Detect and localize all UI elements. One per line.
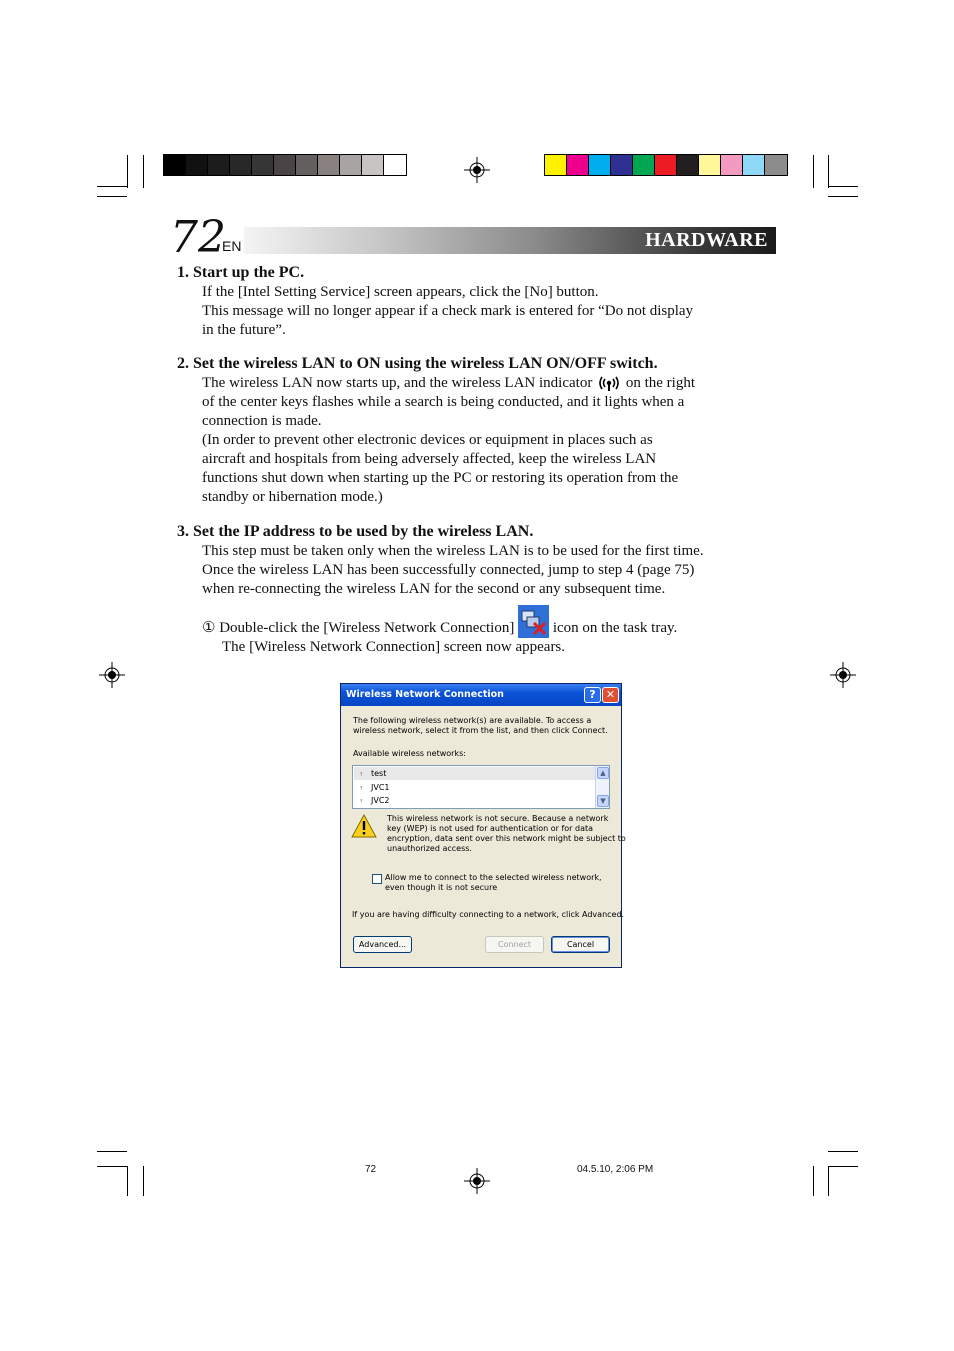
text-line: functions shut down when starting up the PC or restoring its operation from the [202, 470, 679, 486]
color-swatch [252, 155, 274, 175]
color-swatch [340, 155, 362, 175]
color-swatch [699, 155, 721, 175]
text-line: This message will no longer appear if a check mark is entered for “Do not display [202, 303, 694, 319]
footer-timestamp: 04.5.10, 2:06 PM [577, 1164, 654, 1175]
color-swatch [765, 155, 787, 175]
color-swatch [296, 155, 318, 175]
text-line: when re-connecting the wireless LAN for the second or any subsequent time. [202, 581, 666, 597]
color-swatch [164, 155, 186, 175]
available-networks-label: Available wireless networks: [353, 749, 466, 758]
help-button[interactable]: ? [584, 687, 601, 703]
color-swatch [318, 155, 340, 175]
step-1-body [202, 283, 693, 340]
color-swatch [567, 155, 589, 175]
scroll-down-icon[interactable]: ▼ [597, 795, 609, 807]
text-line: Allow me to connect to the selected wireless network, [385, 873, 602, 882]
step-3-title: 3. Set the IP address to be used by the wireless LAN. [177, 523, 534, 540]
footer-page-number: 72 [365, 1164, 377, 1175]
allow-insecure-label[interactable] [385, 873, 602, 893]
text-line: If the [Intel Setting Service] screen appears, click the [No] button. [202, 284, 599, 300]
color-swatch [186, 155, 208, 175]
text-line: This step must be taken only when the wireless LAN is to be used for the first time. [202, 543, 704, 559]
color-swatch [230, 155, 252, 175]
color-swatch [677, 155, 699, 175]
antenna-icon: ꜝ [360, 785, 363, 794]
network-item[interactable] [354, 794, 596, 807]
color-swatch [208, 155, 230, 175]
text-line [202, 619, 677, 638]
text-line: aircraft and hospitals from being adversely affected, keep the wireless LAN [202, 451, 657, 467]
registration-mark-icon [464, 157, 490, 183]
antenna-icon: ꜝ [360, 771, 363, 780]
allow-insecure-checkbox[interactable] [372, 874, 382, 884]
step-2-title: 2. Set the wireless LAN to ON using the wireless LAN ON/OFF switch. [177, 355, 658, 372]
color-swatch [743, 155, 765, 175]
text-line: Once the wireless LAN has been successfully connected, jump to step 4 (page 75) [202, 562, 695, 578]
advanced-button[interactable]: Advanced... [353, 936, 412, 953]
step-2-body [202, 374, 695, 507]
text-line: of the center keys flashes while a search is being conducted, and it lights when a [202, 394, 685, 410]
text-line: standby or hibernation mode.) [202, 489, 383, 505]
color-swatch [721, 155, 743, 175]
text-fragment: The wireless LAN now starts up, and the wireless LAN indicator [202, 375, 593, 391]
language-code: EN [222, 238, 242, 254]
text-fragment: icon on the task tray. [552, 620, 678, 636]
scrollbar[interactable] [595, 766, 609, 808]
antenna-icon: ꜝ [360, 798, 363, 807]
color-calibration-bar [544, 154, 788, 176]
network-item[interactable] [354, 767, 596, 780]
text-line: wireless network, select it from the list, and then click Connect. [353, 726, 608, 735]
color-swatch [384, 155, 406, 175]
section-header-bar [244, 227, 776, 254]
section-title: HARDWARE [645, 229, 768, 251]
text-line: This wireless network is not secure. Because a network [387, 814, 609, 823]
page-number: 72 [170, 212, 226, 263]
color-swatch [274, 155, 296, 175]
text-line: unauthorized access. [387, 844, 472, 853]
color-swatch [633, 155, 655, 175]
network-list[interactable] [352, 765, 610, 809]
text-line: key (WEP) is not used for authentication or for data [387, 824, 594, 833]
text-line [202, 374, 695, 393]
color-swatch [655, 155, 677, 175]
text-fragment: ① Double-click the [Wireless Network Connection] [202, 620, 515, 636]
close-button[interactable]: ✕ [602, 687, 619, 703]
color-swatch [545, 155, 567, 175]
registration-mark-icon [99, 662, 125, 688]
text-line: in the future”. [202, 322, 286, 338]
network-name: test [371, 769, 387, 778]
warning-icon [351, 814, 377, 838]
registration-mark-icon [464, 1168, 490, 1194]
text-fragment: on the right [625, 375, 695, 391]
scroll-up-icon[interactable]: ▲ [597, 767, 609, 779]
network-name: JVC1 [371, 783, 390, 792]
network-name: JVC2 [371, 796, 390, 805]
text-line: The [Wireless Network Connection] screen now appears. [222, 639, 566, 655]
advanced-hint: If you are having difficulty connecting to a network, click Advanced. [352, 910, 625, 919]
dialog-title-bar [341, 684, 621, 706]
connect-button[interactable]: Connect [485, 936, 544, 953]
registration-mark-icon [830, 662, 856, 688]
dialog-title: Wireless Network Connection [346, 689, 504, 700]
text-line: connection is made. [202, 413, 322, 429]
cancel-button[interactable]: Cancel [551, 936, 610, 953]
text-line: The following wireless network(s) are available. To access a [353, 716, 592, 725]
security-warning [387, 814, 626, 854]
text-line: (In order to prevent other electronic devices or equipment in places such as [202, 432, 653, 448]
wireless-indicator-icon [596, 376, 622, 392]
wireless-network-connection-icon [518, 605, 549, 638]
step-3-body [202, 542, 704, 599]
dialog-intro [353, 716, 608, 736]
network-item[interactable] [354, 781, 596, 794]
text-line: even though it is not secure [385, 883, 498, 892]
wireless-network-connection-dialog [340, 683, 626, 968]
gray-calibration-bar [163, 154, 407, 176]
text-line: encryption, data sent over this network might be subject to [387, 834, 626, 843]
color-swatch [611, 155, 633, 175]
color-swatch [589, 155, 611, 175]
color-swatch [362, 155, 384, 175]
step-1-title: 1. Start up the PC. [177, 264, 305, 281]
step-3-substep [202, 619, 677, 657]
